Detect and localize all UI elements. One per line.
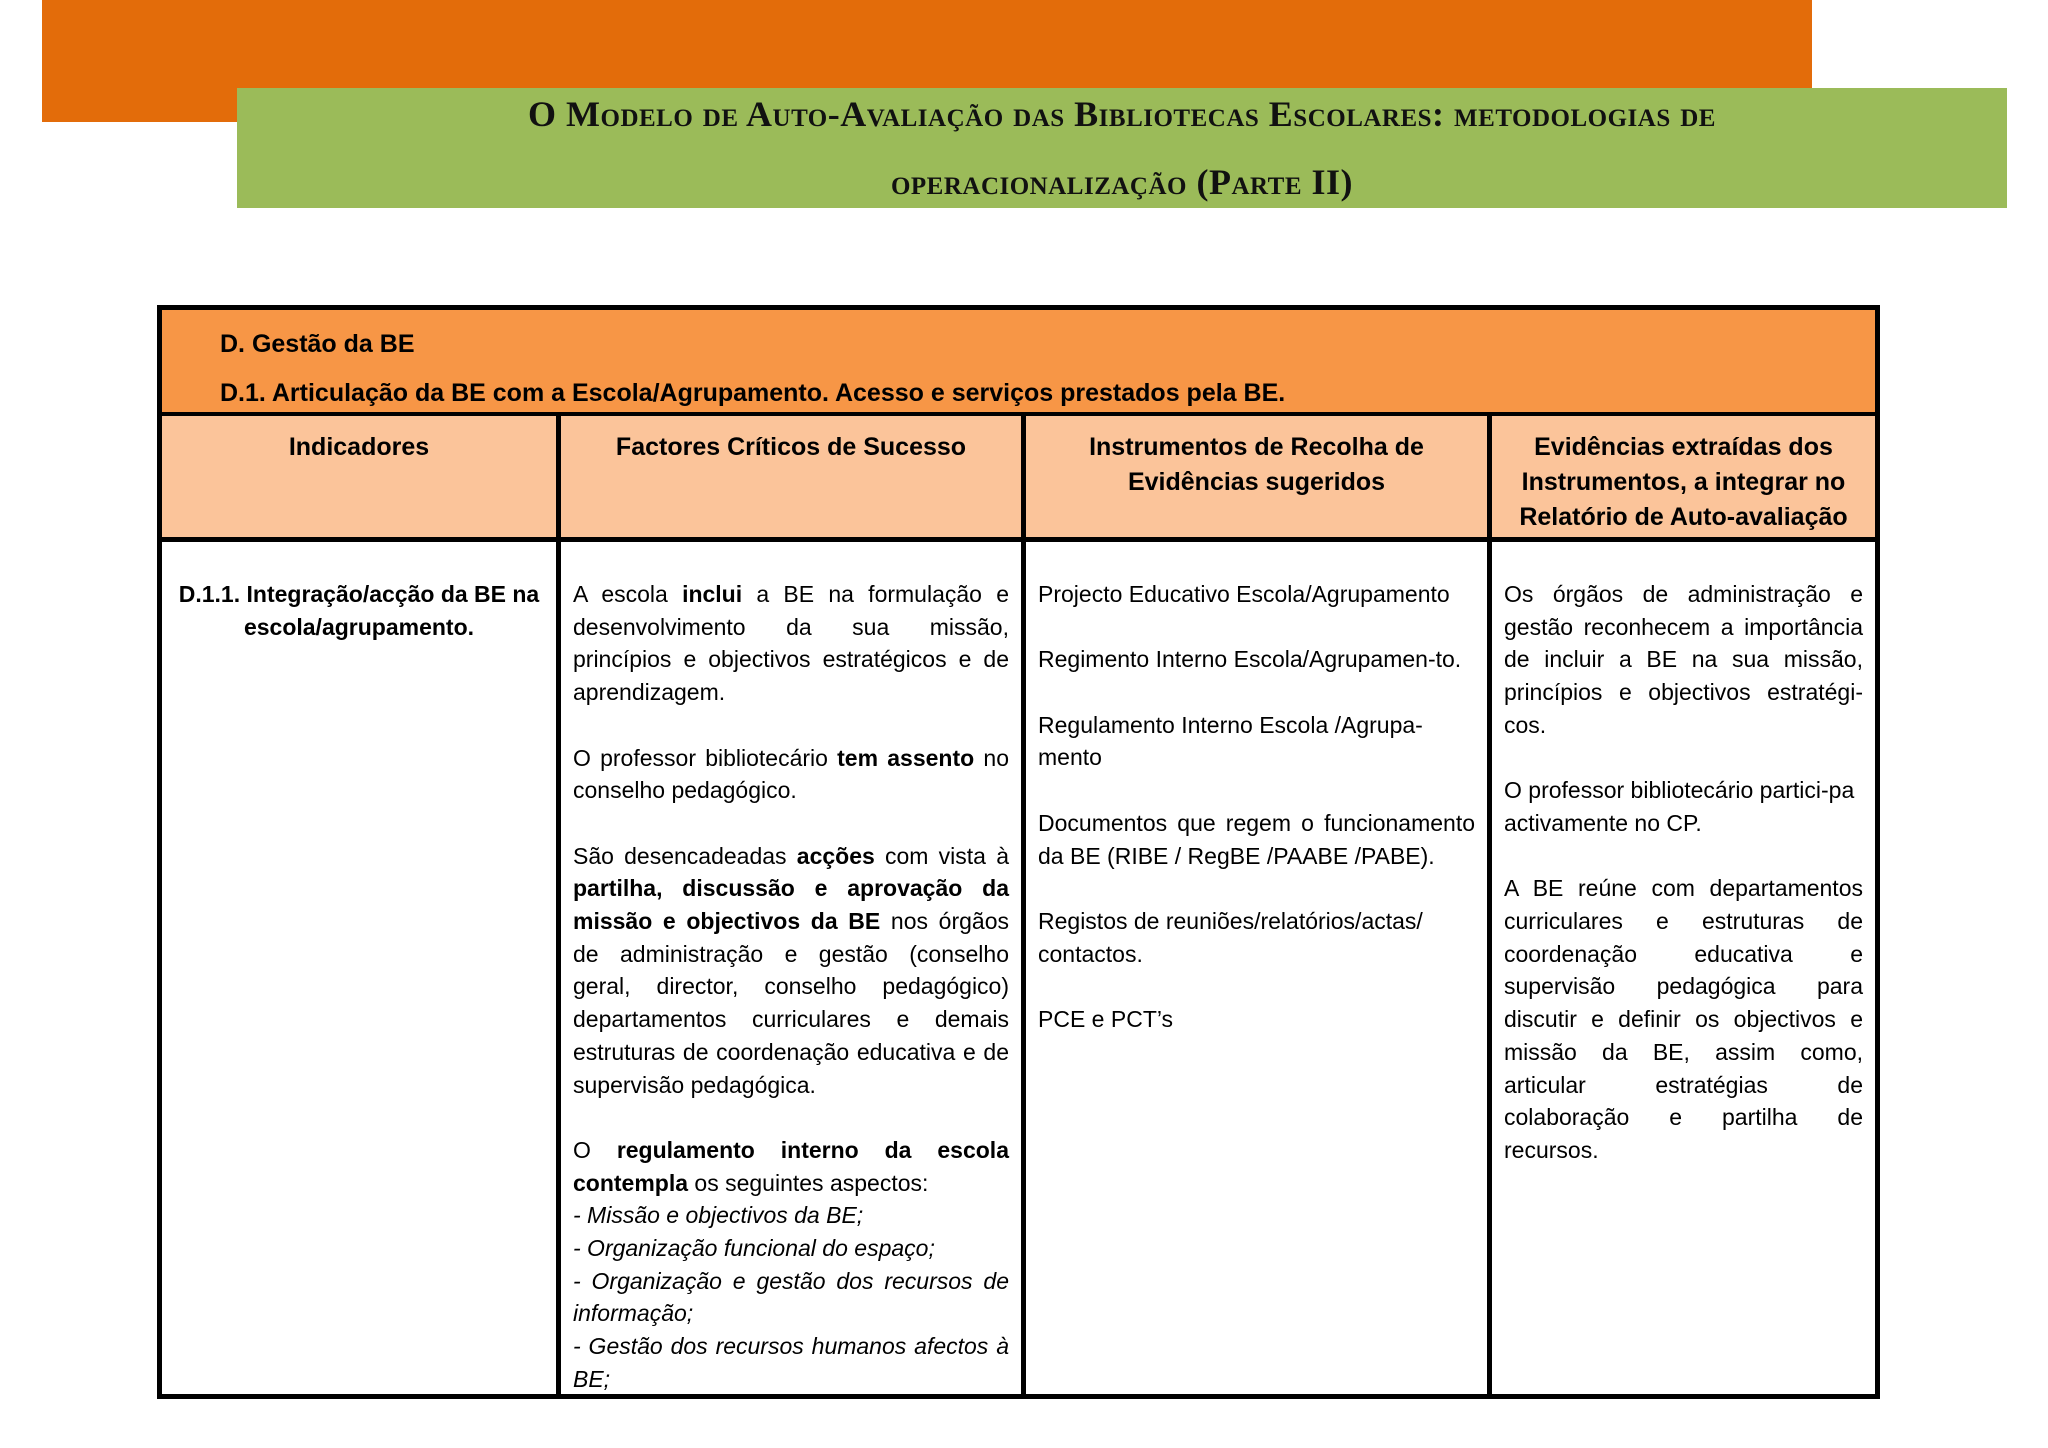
document-title-banner <box>237 88 2007 208</box>
instrument-item: Documentos que regem o funcionamento da BE (RIBE / RegBE /PAABE /PABE). <box>1038 809 1475 869</box>
section-title: D. Gestão da BE <box>220 330 415 358</box>
list-item: - Organização funcional do espaço; <box>573 1235 935 1262</box>
column-header-evidence: Evidências extraídas dos Instrumentos, a integrar no Relatório de Auto-avaliação <box>1492 416 1875 542</box>
column-evidence <box>1487 416 1875 1394</box>
document-title-line-2: operacionalização (Parte II) <box>890 162 1354 202</box>
column-critical-factors <box>556 416 1021 1394</box>
evidence-item: Os órgãos de administração e gestão reconhecem a importância de incluir a BE na sua missão, princípios e objectivos estratégi-cos. <box>1504 581 1863 738</box>
factor-paragraph: A escola inclui a BE na formulação e desenvolvimento da sua missão, princípios e objectivos estratégicos e de aprendizagem. <box>573 581 1009 706</box>
instrument-item: PCE e PCT’s <box>1038 1006 1174 1033</box>
list-item: - Organização e gestão dos recursos de informação; <box>573 1267 1009 1327</box>
evidence-item: O professor bibliotecário partici-pa activamente no CP. <box>1504 777 1855 836</box>
instrument-item: Registos de reuniões/relatórios/actas/ contactos. <box>1038 907 1423 967</box>
instrument-item: Projecto Educativo Escola/Agrupamento <box>1038 581 1450 607</box>
list-item: - Missão e objectivos da BE; <box>573 1202 864 1229</box>
list-item: - Gestão dos recursos humanos afectos à BE; <box>573 1333 1009 1392</box>
instrument-item: Regulamento Interno Escola /Agrupa-mento <box>1038 711 1423 771</box>
table-section-header <box>162 310 1875 416</box>
factor-paragraph: O regulamento interno da escola contempla os seguintes aspectos: <box>573 1136 1009 1196</box>
instrument-item: Regimento Interno Escola/Agrupamen-to. <box>1038 646 1462 673</box>
column-indicators <box>162 416 556 1394</box>
subsection-title: D.1. Articulação da BE com a Escola/Agrupamento. Acesso e serviços prestados pela BE. <box>220 379 1286 407</box>
column-header-critical-factors: Factores Críticos de Sucesso <box>561 416 1021 542</box>
evidence-item: A BE reúne com departamentos curriculares e estruturas de coordenação educativa e supervisão pedagógica para discutir e definir os objectivos e missão da BE, assim como, articular estratégias de colaboração e partilha de recursos. <box>1504 875 1863 1163</box>
column-header-indicators: Indicadores <box>162 416 556 542</box>
document-title-line-1: O Modelo de Auto-Avaliação das Bibliotecas Escolares: metodologias de <box>528 94 1716 134</box>
column-instruments <box>1021 416 1487 1394</box>
factor-paragraph: O professor bibliotecário tem assento no conselho pedagógico. <box>573 744 1009 804</box>
indicator-text: D.1.1. Integração/acção da BE na escola/agrupamento. <box>178 581 540 640</box>
factor-paragraph: São desencadeadas acções com vista à partilha, discussão e aprovação da missão e objectivos da BE nos órgãos de administração e gestão (conselho geral, director, conselho pedagógico) departamentos curriculares e demais estruturas de coordenação educativa e de supervisão pedagógica. <box>573 842 1009 1098</box>
column-header-instruments: Instrumentos de Recolha de Evidências sugeridos <box>1026 416 1487 542</box>
assessment-table <box>157 305 1880 1399</box>
